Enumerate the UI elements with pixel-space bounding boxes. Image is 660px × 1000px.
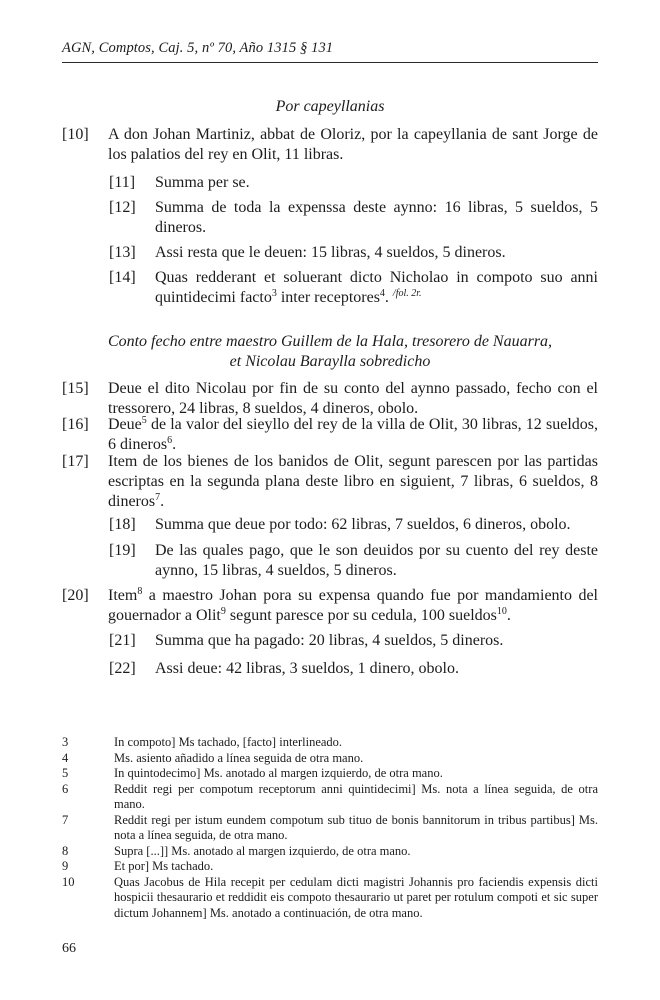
entry-16: [62, 415, 598, 455]
footnote-ref[interactable]: 8: [137, 586, 143, 597]
entry-number: [21]: [109, 632, 136, 649]
entry-number: [16]: [62, 416, 89, 433]
footnote-ref[interactable]: 4: [379, 288, 385, 299]
section-title-line: Conto fecho entre maestro Guillem de la Hala, tresorero de Nauarra,: [107, 333, 553, 350]
footnote-text: Quas Jacobus de Hila recepit per cedulam dicti magistri Johannis pro faciendis expensis dicti hospicii thesaurario et reddidit eis compoto thesaurario ut paret per rotulum compoti et sic super dictum Johannem] Ms. anotado a continuación, de otra mano.: [114, 874, 598, 920]
entry-number: [14]: [109, 269, 136, 286]
footnote-text: Reddit regi per compotum receptorum anni quintidecimi] Ms. nota a línea seguida, de otra mano.: [114, 781, 598, 811]
footnotes: [62, 735, 598, 921]
entry-number: [22]: [109, 660, 136, 677]
entry-text: A don Johan Martiniz, abbat de Oloriz, por la capeyllania de sant Jorge de los palatios del rey en Olit, 11 libras.: [108, 126, 598, 163]
footnote: [62, 782, 598, 813]
folio-mark: /fol. 2r.: [392, 288, 422, 299]
footnote-text: Reddit regi per istum eundem compotum sub tituo de bonis bannitorum in tribus partibus] Ms. nota a línea seguida, de otra mano.: [114, 812, 598, 842]
entry-text: Deue el dito Nicolau por fin de su conto del aynno passado, fecho con el tressorero, 24 libras, 8 sueldos, 4 dineros, obolo.: [108, 380, 598, 417]
header-rule: [62, 62, 598, 63]
entry-11: [109, 173, 598, 193]
entry-text: De las quales pago, que le son deuidos por su cuento del rey deste aynno, 15 libras, 4 sueldos, 5 dineros.: [155, 542, 598, 579]
entry-17: [62, 452, 598, 512]
footnote-number: 6: [62, 781, 69, 796]
entry-22: [109, 659, 598, 679]
entry-number: [18]: [109, 516, 136, 533]
entry-text: Assi deue: 42 libras, 3 sueldos, 1 dinero, obolo.: [155, 660, 459, 677]
entry-text: Summa de toda la expenssa deste aynno: 16 libras, 5 sueldos, 5 dineros.: [155, 199, 598, 236]
entry-text: Assi resta que le deuen: 15 libras, 4 sueldos, 5 dineros.: [155, 244, 506, 261]
footnote-number: 8: [62, 843, 69, 858]
footnote: [62, 859, 598, 875]
entry-text: Item de los bienes de los banidos de Olit, segunt parescen por las partidas escriptas en la segunda plana deste libro en siguient, 7 libras, 6 sueldos, 8 dineros$^7$.: [108, 453, 598, 510]
footnote: [62, 735, 598, 751]
entry-number: [12]: [109, 199, 136, 216]
footnote: [62, 766, 598, 782]
footnote-text: In compoto] Ms tachado, [facto] interlineado.: [114, 735, 343, 749]
running-head: AGN, Comptos, Caj. 5, nº 70, Año 1315 § 131: [62, 40, 334, 56]
footnote-number: 9: [62, 859, 69, 873]
footnote-number: 4: [62, 750, 69, 765]
entry-15: [62, 379, 598, 419]
section-title-conto: [62, 332, 598, 372]
entry-text: Summa que ha pagado: 20 libras, 4 sueldos, 5 dineros.: [155, 632, 504, 649]
section-title-line: et Nicolau Baraylla sobredicho: [229, 353, 431, 370]
footnote-number: 7: [62, 812, 69, 827]
entry-text: Deue$^5$ de la valor del sieyllo del rey de la villa de Olit, 30 libras, 12 sueldos, 6 dineros$^6$.: [108, 415, 598, 453]
entry-number: [10]: [62, 126, 89, 143]
entry-19: [109, 541, 598, 581]
footnote-number: 5: [62, 766, 69, 780]
footnote-ref[interactable]: 5: [141, 415, 147, 426]
entry-text: Summa que deue por todo: 62 libras, 7 sueldos, 6 dineros, obolo.: [155, 516, 571, 533]
entry-21: [109, 631, 598, 651]
page-number: 66: [62, 941, 76, 956]
footnote-ref[interactable]: 10: [496, 606, 507, 617]
footnote: [62, 875, 598, 922]
footnote: [62, 751, 598, 767]
entry-number: [15]: [62, 380, 89, 397]
entry-12: [109, 198, 598, 238]
footnote-text: Supra [...]] Ms. anotado al margen izquierdo, de otra mano.: [114, 843, 411, 858]
entry-number: [17]: [62, 453, 89, 470]
footnote-ref[interactable]: 6: [167, 435, 173, 446]
entry-text: Quas redderant et soluerant dicto Nicholao in compoto suo anni quintidecimi facto$^3$ inter receptores$^4$. $^{/fol. 2r.}$: [155, 269, 598, 306]
footnote-text: In quintodecimo] Ms. anotado al margen izquierdo, de otra mano.: [114, 766, 443, 780]
footnote-text: Et por] Ms tachado.: [114, 859, 214, 873]
section-title-capeyllanias: Por capeyllanias: [275, 98, 385, 115]
entry-20: [62, 586, 598, 626]
footnote: [62, 844, 598, 860]
footnote-ref[interactable]: 7: [155, 492, 161, 503]
footnote-ref[interactable]: 3: [271, 288, 277, 299]
footnote-text: Ms. asiento añadido a línea seguida de otra mano.: [114, 750, 364, 765]
entry-14: [109, 268, 598, 308]
entry-13: [109, 243, 598, 263]
entry-10: [62, 125, 598, 165]
entry-18: [109, 515, 598, 535]
footnote-number: 10: [62, 874, 75, 889]
entry-number: [19]: [109, 542, 136, 559]
footnote-ref[interactable]: 9: [220, 606, 226, 617]
entry-text: Summa per se.: [155, 174, 250, 191]
footnote-number: 3: [62, 735, 69, 749]
entry-text: Item$^8$ a maestro Johan pora su expensa quando fue por mandamiento del gouernador a Olit$^9$ segunt paresce por su cedula, 100 sueldos$^{10}$.: [108, 586, 598, 624]
entry-number: [13]: [109, 244, 136, 261]
entry-number: [11]: [109, 174, 136, 191]
footnote: [62, 813, 598, 844]
entry-number: [20]: [62, 587, 89, 604]
